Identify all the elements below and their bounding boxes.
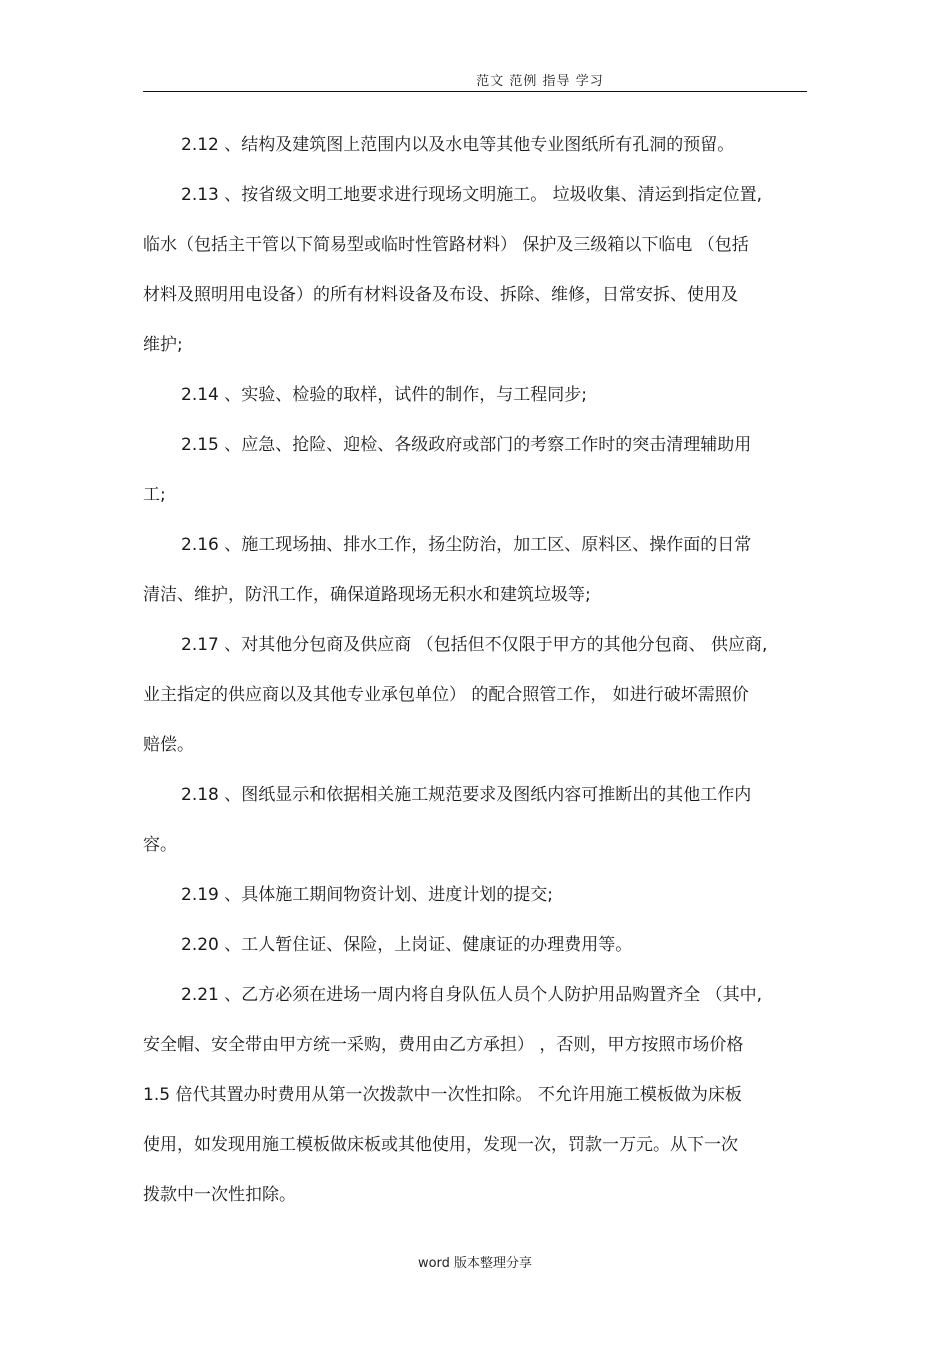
- paragraph-line: 工;: [143, 485, 166, 505]
- paragraph-line: 2.20 、工人暂住证、保险，上岗证、健康证的办理费用等。: [181, 935, 633, 955]
- paragraph-line: 赔偿。: [143, 735, 194, 755]
- paragraph-line: 2.13 、按省级文明工地要求进行现场文明施工。 垃圾收集、清运到指定位置,: [181, 185, 763, 205]
- paragraph-2-19: [143, 870, 807, 920]
- paragraph-line: 材料及照明用电设备）的所有材料设备及布设、拆除、维修，日常安拆、使用及: [143, 285, 738, 305]
- paragraph-line: 1.5 倍代其置办时费用从第一次拨款中一次性扣除。 不允许用施工模板做为床板: [143, 1085, 742, 1105]
- paragraph-line: 2.18 、图纸显示和依据相关施工规范要求及图纸内容可推断出的其他工作内: [181, 785, 752, 805]
- paragraph-line: 2.15 、应急、抢险、迎检、各级政府或部门的考察工作时的突击清理辅助用: [181, 435, 752, 455]
- paragraph-2-18: [143, 770, 807, 870]
- footer-text: word 版本整理分享: [417, 1256, 533, 1271]
- paragraph-2-20: [143, 920, 807, 970]
- paragraph-line: 2.21 、乙方必须在进场一周内将自身队伍人员个人防护用品购置齐全 （其中,: [181, 985, 763, 1005]
- paragraph-line: 2.12 、结构及建筑图上范围内以及水电等其他专业图纸所有孔洞的预留。: [181, 135, 735, 155]
- paragraph-line: 安全帽、安全带由甲方统一采购，费用由乙方承担） ，否则，甲方按照市场价格: [143, 1035, 744, 1055]
- paragraph-line: 使用，如发现用施工模板做床板或其他使用，发现一次，罚款一万元。从下一次: [143, 1135, 738, 1155]
- paragraph-line: 清洁、维护，防汛工作，确保道路现场无积水和建筑垃圾等;: [143, 585, 591, 605]
- document-body: [143, 120, 807, 1220]
- header-divider: [143, 91, 807, 92]
- paragraph-line: 维护;: [143, 335, 183, 355]
- paragraph-2-12: [143, 120, 807, 170]
- paragraph-line: 临水（包括主干管以下简易型或临时性管路材料） 保护及三级箱以下临电 （包括: [143, 235, 749, 255]
- paragraph-2-17: [143, 620, 807, 770]
- paragraph-line: 2.17 、对其他分包商及供应商 （包括但不仅限于甲方的其他分包商、 供应商,: [181, 635, 768, 655]
- paragraph-2-21: [143, 970, 807, 1220]
- paragraph-2-14: [143, 370, 807, 420]
- paragraph-line: 2.19 、具体施工期间物资计划、进度计划的提交;: [181, 885, 553, 905]
- paragraph-line: 业主指定的供应商以及其他专业承包单位） 的配合照管工作， 如进行破坏需照价: [143, 685, 749, 705]
- paragraph-line: 容。: [143, 835, 177, 855]
- paragraph-2-16: [143, 520, 807, 620]
- paragraph-line: 拨款中一次性扣除。: [143, 1185, 296, 1205]
- paragraph-2-13: [143, 170, 807, 370]
- page-footer: [0, 1252, 950, 1271]
- paragraph-2-15: [143, 420, 807, 520]
- paragraph-line: 2.14 、实验、检验的取样，试件的制作，与工程同步;: [181, 385, 587, 405]
- header-text: 范文 范例 指导 学习: [476, 74, 604, 89]
- page-header: [0, 70, 950, 89]
- paragraph-line: 2.16 、施工现场抽、排水工作，扬尘防治，加工区、原料区、操作面的日常: [181, 535, 752, 555]
